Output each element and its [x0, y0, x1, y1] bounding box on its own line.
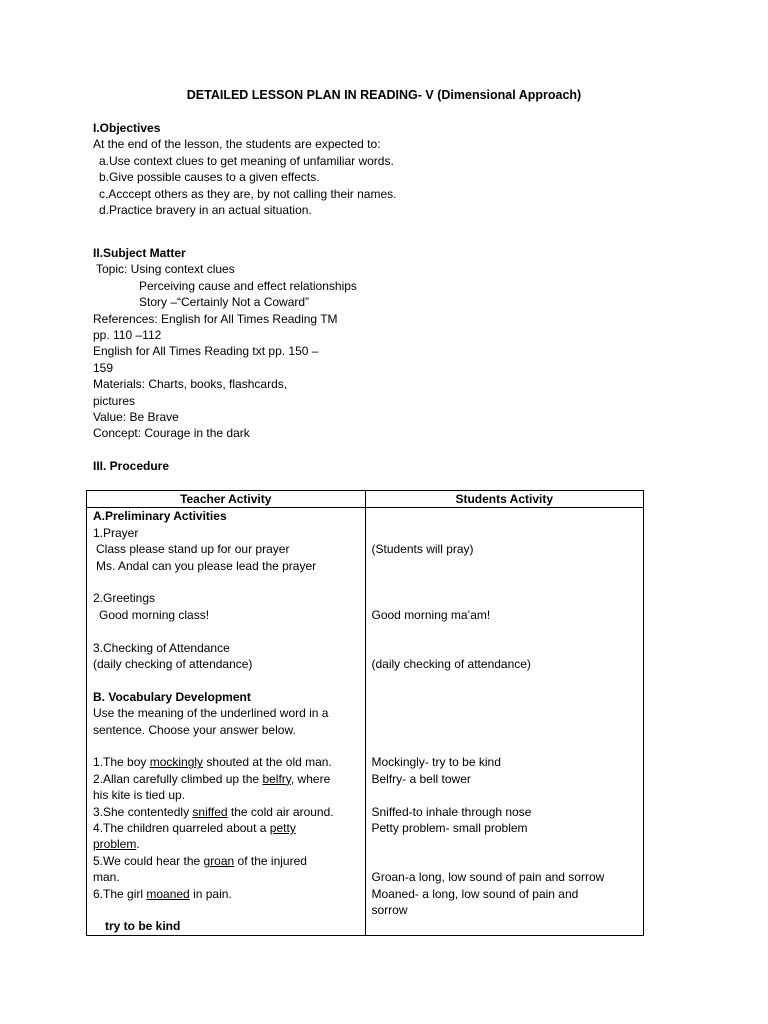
- objectives-section: [93, 120, 396, 218]
- topic-sub-line: Perceiving cause and effect relationships: [139, 278, 357, 293]
- answer-6: Moaned- a long, low sound of pain and: [371, 886, 579, 901]
- answer-line: try to be kind: [105, 919, 181, 934]
- attendance-line: (daily checking of attendance): [93, 657, 253, 672]
- teacher-activity-cell: [87, 508, 366, 935]
- sentence-6: 6.The girl moaned in pain.: [93, 886, 232, 901]
- subject-line: Value: Be Brave: [93, 410, 179, 425]
- objectives-intro: At the end of the lesson, the students are expected to:: [93, 137, 381, 152]
- vocabulary-instruction: Use the meaning of the underlined word in a: [93, 706, 329, 721]
- preliminary-heading: A.Preliminary Activities: [93, 509, 227, 524]
- procedure-table: [86, 490, 644, 936]
- attendance-heading: 3.Checking of Attendance: [93, 640, 230, 655]
- objective-item: c.Acccept others as they are, by not calling their names.: [99, 186, 397, 201]
- sentence-4-cont: problem.: [93, 837, 140, 852]
- answer-4: Petty problem- small problem: [371, 820, 528, 835]
- underlined-word: moaned: [146, 886, 190, 901]
- document-title: DETAILED LESSON PLAN IN READING- V (Dimensional Approach): [186, 88, 582, 102]
- subject-line: pictures: [93, 393, 136, 408]
- sentence-5-cont: man.: [93, 870, 120, 885]
- subject-line: pp. 110 –112: [93, 328, 162, 343]
- vocabulary-heading: B. Vocabulary Development: [93, 689, 251, 704]
- students-activity-header: Students Activity: [365, 491, 644, 508]
- answer-3: Sniffed-to inhale through nose: [371, 804, 532, 819]
- subject-line: 159: [93, 360, 114, 375]
- greetings-response: Good morning ma’am!: [371, 607, 491, 622]
- table-row: [87, 508, 644, 935]
- underlined-word: petty: [269, 821, 296, 836]
- prayer-line: Ms. Andal can you please lead the prayer: [96, 558, 317, 573]
- subject-line: References: English for All Times Reading TM: [93, 311, 338, 326]
- objective-item: b.Give possible causes to a given effects.: [99, 170, 320, 185]
- subject-line: English for All Times Reading txt pp. 150 –: [93, 344, 319, 359]
- topic-line: Topic: Using context clues: [96, 262, 235, 277]
- prayer-line: Class please stand up for our prayer: [96, 542, 290, 557]
- greetings-line: Good morning class!: [99, 607, 210, 622]
- objective-item: a.Use context clues to get meaning of unfamiliar words.: [99, 153, 394, 168]
- underlined-word: sniffed: [192, 804, 228, 819]
- subject-matter-section: [93, 245, 357, 442]
- subject-matter-heading: II.Subject Matter: [93, 246, 186, 260]
- topic-sub-line: Story –“Certainly Not a Coward”: [139, 295, 310, 310]
- teacher-activity-header: Teacher Activity: [87, 491, 366, 508]
- subject-line: Materials: Charts, books, flashcards,: [93, 377, 288, 392]
- answer-6-cont: sorrow: [371, 902, 408, 917]
- sentence-3: 3.She contentedly sniffed the cold air around.: [93, 804, 334, 819]
- underlined-word: mockingly: [149, 755, 204, 770]
- underlined-word: groan: [203, 853, 235, 868]
- prayer-heading: 1.Prayer: [93, 525, 139, 540]
- answer-5: Groan-a long, low sound of pain and sorrow: [371, 870, 605, 885]
- sentence-5: 5.We could hear the groan of the injured: [93, 853, 307, 868]
- sentence-2-cont: his kite is tied up.: [93, 788, 186, 803]
- table-header-row: [87, 491, 644, 508]
- prayer-response: (Students will pray): [371, 542, 474, 557]
- sentence-1: 1.The boy mockingly shouted at the old man.: [93, 755, 332, 770]
- sentence-4: 4.The children quarreled about a petty: [93, 821, 296, 836]
- answer-2: Belfry- a bell tower: [371, 771, 471, 786]
- underlined-word: problem: [93, 837, 137, 852]
- subject-line: Concept: Courage in the dark: [93, 426, 250, 441]
- sentence-2: 2.Allan carefully climbed up the belfry, where: [93, 771, 331, 786]
- answer-1: Mockingly- try to be kind: [371, 755, 501, 770]
- attendance-response: (daily checking of attendance): [371, 656, 531, 671]
- objectives-heading: I.Objectives: [93, 121, 161, 135]
- vocabulary-instruction: sentence. Choose your answer below.: [93, 722, 296, 737]
- underlined-word: belfry: [262, 771, 291, 786]
- students-activity-cell: [365, 508, 644, 935]
- procedure-heading: III. Procedure: [93, 459, 170, 473]
- objective-item: d.Practice bravery in an actual situation.: [99, 203, 312, 218]
- greetings-heading: 2.Greetings: [93, 591, 156, 606]
